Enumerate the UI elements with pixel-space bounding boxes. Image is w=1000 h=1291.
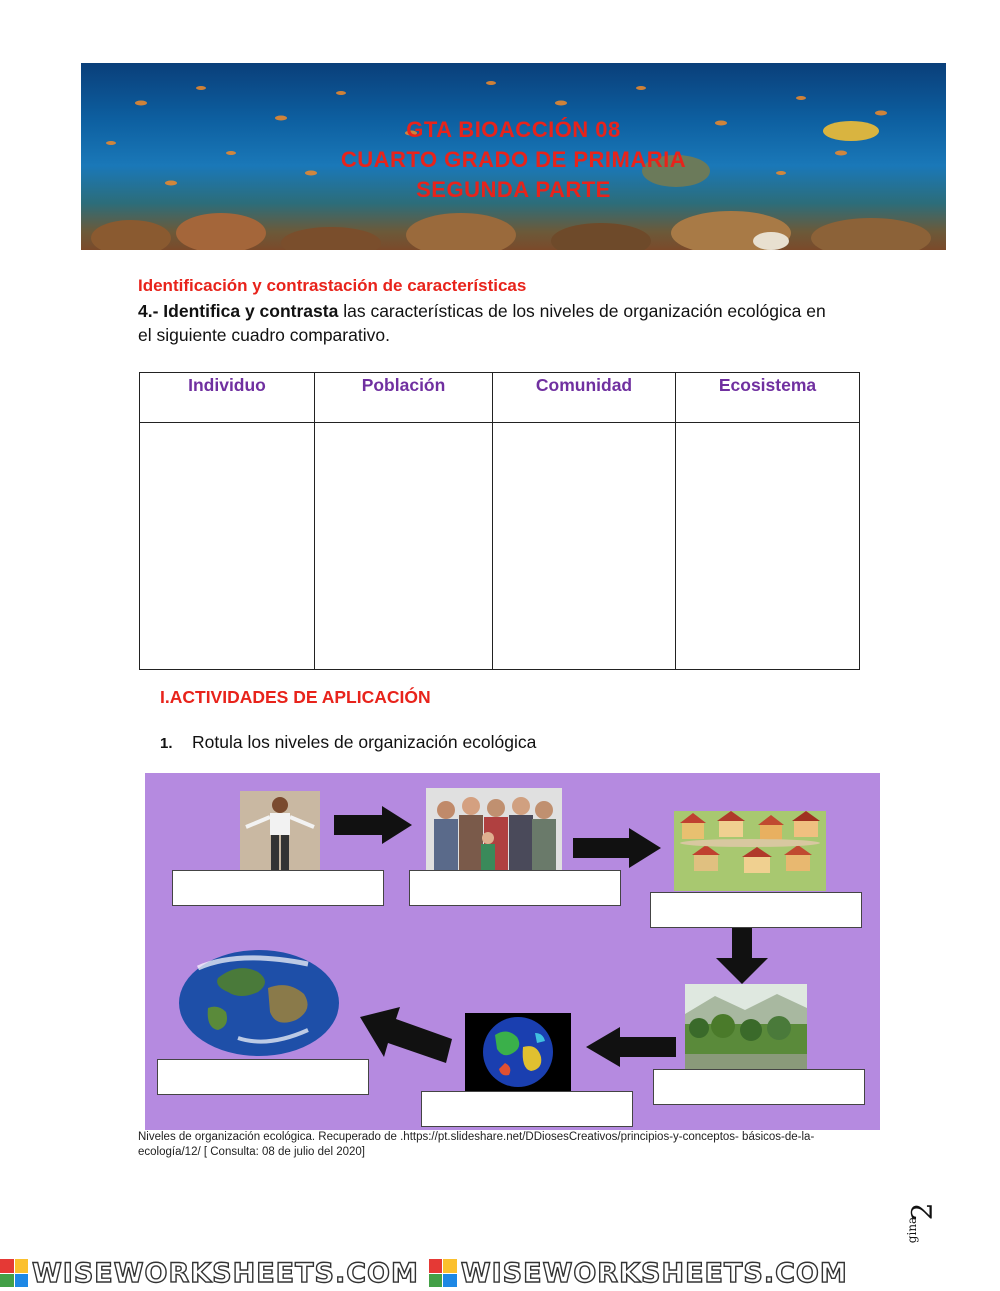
cell-poblacion-answer[interactable] (315, 423, 493, 670)
arrow-left-1-icon (586, 1027, 676, 1067)
table-header-row (140, 373, 860, 423)
instruction-bold: 4.- Identifica y contrasta (138, 301, 339, 321)
planet-earth-image (178, 948, 341, 1058)
activities-title: I.ACTIVIDADES DE APLICACIÓN (160, 687, 431, 707)
village-image (674, 811, 826, 891)
page-number-value: 2 (905, 1202, 939, 1221)
biosphere-earth-image (465, 1013, 571, 1091)
landscape-image (685, 984, 807, 1072)
comparison-table (139, 372, 860, 670)
instruction-rest: las características de los niveles de organización ecológica en el siguiente cuadro comparativo. (138, 301, 826, 345)
step-1 (160, 732, 536, 753)
header-banner (81, 63, 946, 250)
arrow-right-1-icon (334, 806, 414, 844)
instruction-text (138, 299, 838, 347)
label-box-community[interactable] (650, 892, 862, 928)
step-text: Rotula los niveles de organización ecológica (192, 732, 537, 752)
ecology-levels-diagram (145, 773, 880, 1130)
page-number-prefix: gina (905, 1216, 920, 1244)
header-comunidad: Comunidad (493, 373, 676, 423)
label-box-population[interactable] (409, 870, 621, 906)
arrow-left-2-icon (360, 999, 452, 1069)
watermark-text: WISEWORKSHEETS.COM (32, 1257, 419, 1289)
watermark-block (429, 1258, 848, 1289)
label-box-planet[interactable] (157, 1059, 369, 1095)
section-title: Identificación y contrastación de características (138, 276, 527, 295)
step-number: 1. (160, 735, 173, 752)
arrow-down-icon (716, 928, 768, 984)
cell-individuo-answer[interactable] (140, 423, 315, 670)
label-box-ecosystem[interactable] (653, 1069, 865, 1105)
label-box-individual[interactable] (172, 870, 384, 906)
watermark-block (0, 1258, 419, 1289)
page-number (905, 1195, 945, 1255)
wiseworksheets-logo-icon (0, 1259, 28, 1287)
person-image (240, 791, 320, 871)
arrow-right-2-icon (573, 828, 663, 868)
image-caption: Niveles de organización ecológica. Recuperado de .https://pt.slideshare.net/DDiosesCreativos/principios-y-conceptos- básicos-de-la-ecología/12/ [ Consulta: 08 de julio del 2020] (138, 1131, 815, 1158)
label-box-biosphere[interactable] (421, 1091, 633, 1127)
footer-watermark (0, 1255, 1000, 1291)
cell-comunidad-answer[interactable] (493, 423, 676, 670)
banner-line-2: CUARTO GRADO DE PRIMARIA (340, 147, 687, 172)
header-individuo: Individuo (140, 373, 315, 423)
banner-line-1: GTA BIOACCIÓN 08 (406, 117, 621, 142)
watermark-text: WISEWORKSHEETS.COM (460, 1257, 848, 1289)
people-group-image (426, 788, 562, 870)
cell-ecosistema-answer[interactable] (676, 423, 860, 670)
table-row (140, 423, 860, 670)
header-ecosistema: Ecosistema (676, 373, 860, 423)
header-poblacion: Población (315, 373, 493, 423)
banner-title (81, 115, 946, 205)
wiseworksheets-logo-icon (429, 1259, 457, 1287)
banner-line-3: SEGUNDA PARTE (416, 177, 611, 202)
